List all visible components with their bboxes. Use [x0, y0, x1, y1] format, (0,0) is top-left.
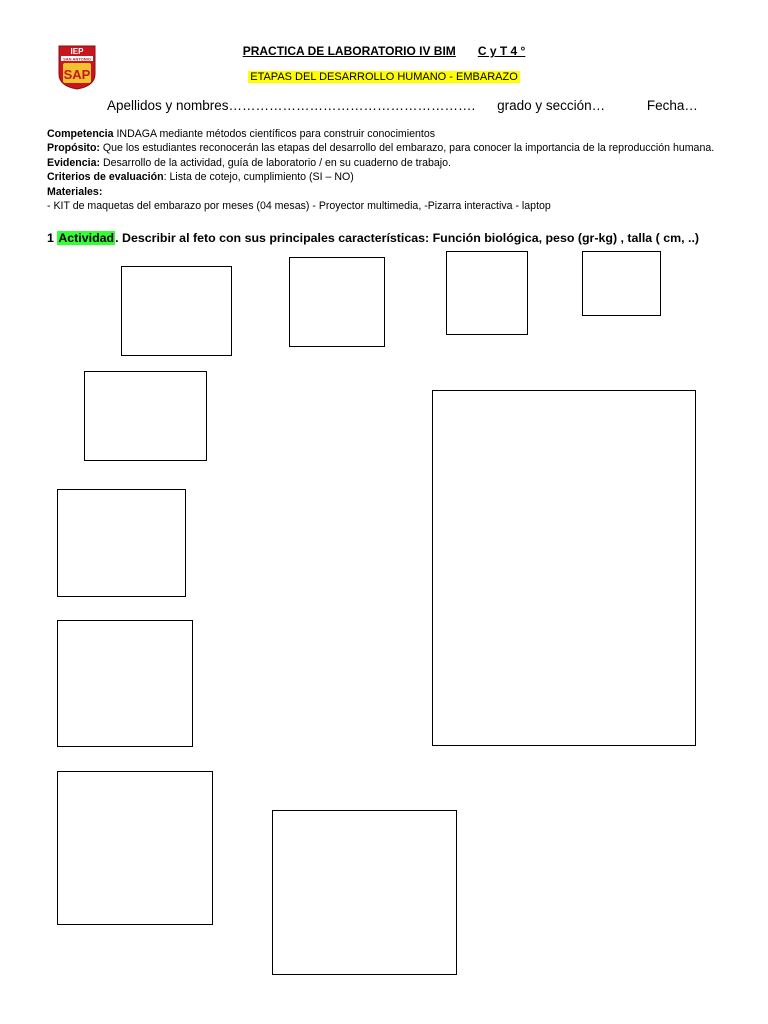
- student-info-line: [107, 98, 698, 113]
- activity-instruction: 1 Actividad. Describir al feto con sus principales características: Función biológica, peso (gr-kg) , talla ( cm, ..): [47, 231, 700, 245]
- grade-field: grado y sección…: [497, 98, 606, 113]
- title-course: C y T 4 °: [477, 44, 526, 58]
- logo-top-text: IEP: [70, 47, 84, 56]
- logo-band-text: SAN ANTONIO: [63, 56, 91, 62]
- materiales-list: - KIT de maquetas del embarazo por meses (04 mesas) - Proyector multimedia, -Pizarra interactiva - laptop: [47, 200, 551, 213]
- materiales-label: Materiales:: [47, 185, 103, 198]
- logo-main-text: SAP: [63, 67, 91, 82]
- page-subtitle: [0, 71, 768, 83]
- answer-box[interactable]: [57, 489, 186, 597]
- answer-box-large[interactable]: [432, 390, 696, 746]
- competencia-line: Competencia INDAGA mediante métodos científicos para construir conocimientos: [47, 128, 436, 140]
- answer-box[interactable]: [84, 371, 207, 461]
- title-lab: PRACTICA DE LABORATORIO IV BIM: [242, 44, 456, 58]
- evidencia-line: Evidencia: Desarrollo de la actividad, guía de laboratorio / en su cuaderno de trabajo.: [47, 156, 451, 169]
- activity-highlight: Actividad: [58, 231, 115, 245]
- answer-box[interactable]: [57, 620, 193, 747]
- answer-box[interactable]: [582, 251, 661, 316]
- proposito-line: Propósito: Que los estudiantes reconocerán las etapas del desarrollo del embarazo, para conocer la importancia de la reproducción humana.: [47, 142, 715, 155]
- subtitle-text: ETAPAS DEL DESARROLLO HUMANO - EMBARAZO: [250, 71, 518, 83]
- answer-box[interactable]: [272, 810, 457, 975]
- criterios-line: Criterios de evaluación: Lista de cotejo, cumplimiento (SI – NO): [47, 171, 354, 184]
- instructions-block: [47, 127, 727, 213]
- answer-box[interactable]: [121, 266, 232, 356]
- date-field: Fecha…: [646, 98, 698, 113]
- page-title: [0, 44, 768, 58]
- answer-box[interactable]: [446, 251, 528, 335]
- answer-box[interactable]: [289, 257, 385, 347]
- answer-box[interactable]: [57, 771, 213, 925]
- names-field: Apellidos y nombres……………………………………………….: [107, 98, 476, 113]
